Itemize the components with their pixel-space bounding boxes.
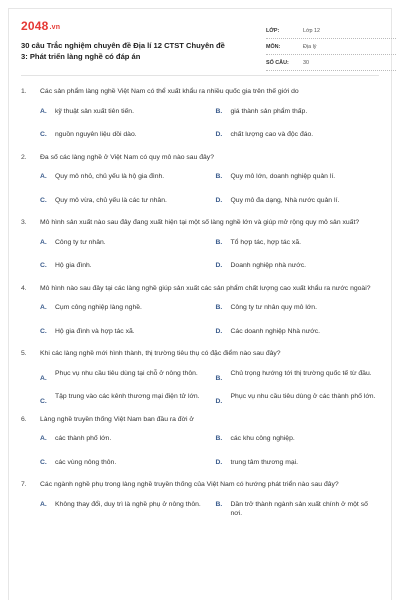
option-a[interactable] — [40, 303, 206, 313]
document-header — [21, 19, 381, 73]
option-text: Không thay đổi, duy trì là nghề phụ ở nông thôn. — [55, 500, 201, 508]
option-a[interactable] — [40, 369, 206, 382]
option-text: các thành phố lớn. — [55, 435, 112, 442]
option-a[interactable] — [40, 500, 206, 519]
question-number: 6. — [21, 415, 27, 423]
question-1 — [21, 87, 381, 140]
option-text: Các doanh nghiệp Nhà nước. — [230, 327, 320, 335]
option-letter: D. — [215, 327, 223, 335]
option-a[interactable] — [40, 172, 206, 182]
option-text: trung tâm thương mại. — [230, 458, 299, 466]
option-letter: C. — [40, 458, 47, 466]
meta-row-subject — [266, 39, 396, 55]
header-divider — [21, 75, 379, 76]
meta-value: Địa lý — [303, 44, 317, 50]
meta-value: Lớp 12 — [303, 28, 321, 34]
option-text: Quy mô vừa, chủ yếu là các tư nhân. — [55, 196, 167, 204]
option-letter: A. — [40, 500, 47, 508]
option-text: nguồn nguyên liệu dồi dào. — [55, 131, 137, 138]
site-logo[interactable]: 2048.vn — [21, 19, 61, 33]
option-c[interactable] — [40, 130, 206, 140]
answer-options — [40, 238, 381, 271]
option-text: Tổ hợp tác, hợp tác xã. — [230, 238, 301, 246]
option-text: Tập trung vào các kênh thương mại điện tử lớn. — [55, 393, 200, 400]
option-d[interactable] — [216, 196, 382, 206]
option-letter: B. — [215, 238, 223, 246]
answer-options — [40, 303, 381, 336]
option-b[interactable] — [216, 303, 382, 313]
question-text: Các ngành nghề phụ trong làng nghề truyền thống của Việt Nam có hướng phát triển nào sau đây? — [40, 481, 339, 488]
option-text: Dần trở thành ngành sản xuất chính ở một số nơi. — [230, 500, 368, 517]
question-number: 1. — [21, 88, 27, 95]
option-text: Cụm công nghiệp làng nghề. — [55, 304, 142, 311]
question-number: 3. — [21, 219, 27, 226]
answer-options — [40, 172, 381, 205]
option-letter: A. — [40, 374, 47, 382]
question-text: Mô hình sản xuất nào sau đây đang xuất hiện tại một số làng nghề lớn và giúp mở rộng quy mô sản xuất? — [40, 219, 360, 226]
question-number: 5. — [21, 350, 27, 357]
option-text: chất lượng cao và độc đáo. — [230, 131, 314, 138]
question-number: 4. — [21, 284, 27, 292]
question-2 — [21, 153, 381, 206]
option-c[interactable] — [40, 196, 206, 206]
option-b[interactable] — [216, 107, 382, 117]
option-a[interactable] — [40, 434, 206, 444]
option-text: Công ty tư nhân quy mô lớn. — [230, 304, 317, 311]
answer-options — [40, 434, 381, 467]
option-d[interactable] — [216, 261, 382, 271]
option-d[interactable] — [216, 130, 382, 140]
answer-options — [40, 500, 381, 519]
option-c[interactable] — [40, 327, 206, 337]
option-text: các vùng nông thôn. — [55, 458, 117, 466]
option-letter: A. — [40, 238, 47, 246]
option-letter: A. — [40, 435, 47, 442]
option-d[interactable] — [215, 392, 382, 405]
answer-options — [40, 107, 381, 140]
question-text: Khi các làng nghề mới hình thành, thị trường tiêu thụ có đặc điểm nào sau đây? — [40, 350, 281, 357]
option-text: Chủ trọng hướng tới thị trường quốc tế từ đầu. — [230, 369, 372, 377]
option-b[interactable] — [216, 172, 382, 182]
option-b[interactable] — [216, 500, 382, 519]
option-letter: A. — [40, 173, 47, 180]
meta-key: MÔN: — [266, 44, 281, 50]
document-page — [8, 8, 392, 600]
option-text: Quy mô đa dạng, Nhà nước quản lí. — [230, 196, 340, 204]
option-letter: C. — [40, 131, 47, 138]
option-text: Doanh nghiệp nhà nước. — [230, 262, 307, 269]
meta-key: LỚP: — [266, 28, 280, 34]
meta-key: SỐ CÂU: — [266, 60, 289, 66]
option-d[interactable] — [216, 458, 382, 468]
option-text: giá thành sản phẩm thấp. — [230, 107, 308, 115]
question-4 — [21, 284, 381, 337]
question-number: 2. — [21, 153, 27, 161]
option-letter: C. — [40, 398, 47, 405]
meta-row-count — [266, 55, 396, 71]
question-6 — [21, 415, 381, 468]
option-text: Công ty tư nhân. — [55, 238, 106, 246]
question-list — [21, 87, 381, 532]
option-text: kỹ thuật sản xuất tiên tiến. — [55, 107, 134, 115]
option-c[interactable] — [40, 261, 206, 271]
option-letter: D. — [215, 131, 223, 138]
option-text: Phục vụ nhu cầu tiêu dùng ở các thành phố lớn. — [230, 393, 376, 400]
question-text: Các sản phẩm làng nghề Việt Nam có thể xuất khẩu ra nhiều quốc gia trên thế giới do — [40, 88, 299, 95]
option-a[interactable] — [40, 107, 206, 117]
question-text: Làng nghề truyền thống Việt Nam ban đầu ra đời ở — [40, 415, 194, 423]
option-a[interactable] — [40, 238, 206, 248]
option-letter: B. — [215, 304, 223, 311]
option-text: Hộ gia đình. — [55, 262, 92, 269]
question-3 — [21, 218, 381, 271]
option-letter: C. — [40, 262, 47, 269]
option-letter: B. — [215, 173, 223, 180]
option-c[interactable] — [40, 458, 206, 468]
question-number: 7. — [21, 481, 27, 488]
option-text: Hộ gia đình và hợp tác xã. — [55, 327, 135, 335]
option-letter: B. — [215, 374, 223, 382]
option-b[interactable] — [215, 369, 382, 382]
option-letter: D. — [215, 196, 223, 204]
option-letter: B. — [215, 107, 223, 115]
option-text: Quy mô nhỏ, chủ yếu là hộ gia đình. — [55, 173, 165, 180]
document-title: 30 câu Trắc nghiệm chuyên đề Địa lí 12 CTST Chuyên đề 3: Phát triển làng nghề có đáp án — [21, 41, 225, 61]
option-letter: A. — [40, 107, 47, 115]
option-letter: B. — [215, 435, 223, 442]
option-d[interactable] — [216, 327, 382, 337]
option-letter: D. — [215, 398, 223, 405]
option-text: Quy mô lớn, doanh nghiệp quản lí. — [230, 173, 336, 180]
question-7 — [21, 480, 381, 519]
option-b[interactable] — [216, 434, 382, 444]
option-letter: D. — [215, 262, 223, 269]
option-text: Phục vụ nhu cầu tiêu dùng tại chỗ ở nông thôn. — [55, 369, 198, 377]
meta-row-class — [266, 23, 396, 39]
question-5 — [21, 349, 381, 405]
option-letter: C. — [40, 196, 47, 204]
question-text: Đa số các làng nghề ở Việt Nam có quy mô nào sau đây? — [40, 153, 214, 161]
option-text: các khu công nghiệp. — [230, 435, 295, 442]
option-b[interactable] — [216, 238, 382, 248]
meta-info — [266, 23, 396, 71]
option-letter: A. — [40, 304, 47, 311]
meta-value: 30 — [303, 60, 309, 66]
option-c[interactable] — [40, 392, 206, 405]
question-text: Mô hình nào sau đây tại các làng nghề giúp sản xuất các sản phẩm chất lượng cao xuất khẩu ra nước ngoài? — [40, 284, 371, 292]
option-letter: C. — [40, 327, 47, 335]
option-letter: B. — [215, 500, 223, 508]
option-letter: D. — [215, 458, 223, 466]
answer-options — [40, 369, 381, 405]
